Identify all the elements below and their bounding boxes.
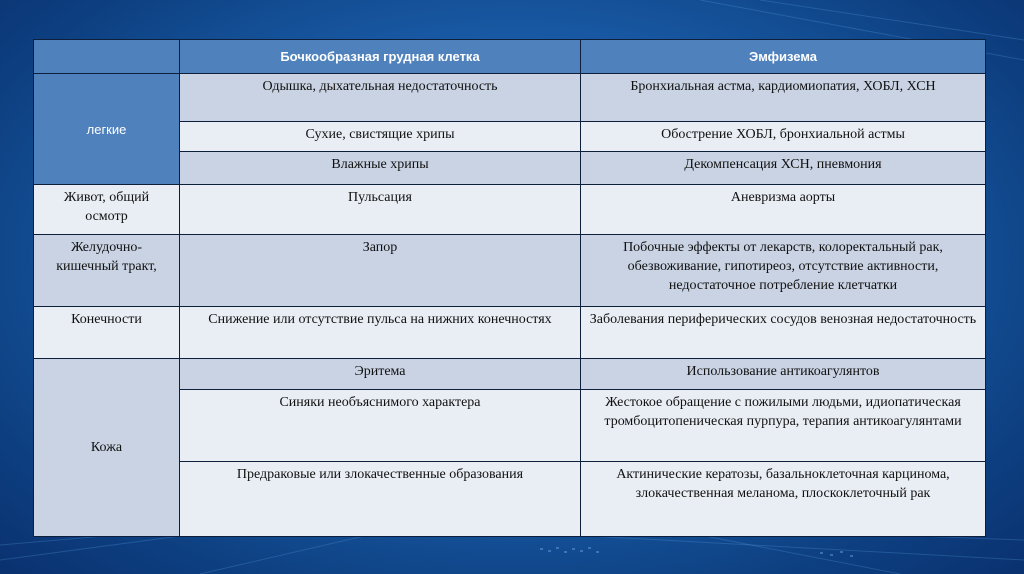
group-skin: Кожа [34,359,180,537]
finding-cell: Эритема [180,359,581,390]
table-row [34,185,986,235]
finding-cell: Одышка, дыхательная недостаточность [180,74,581,122]
finding-cell: Снижение или отсутствие пульса на нижних конечностях [180,307,581,359]
cause-cell: Обострение ХОБЛ, бронхиальной астмы [581,122,986,152]
cause-cell: Аневризма аорты [581,185,986,235]
header-corner-cell [34,40,180,74]
findings-table [33,39,986,537]
cause-cell: Побочные эффекты от лекарств, колоректальный рак, обезвоживание, гипотиреоз, отсутствие активности, недостаточное потребление клетчатки [581,235,986,307]
table-header-row [34,40,986,74]
finding-cell: Синяки необъяснимого характера [180,390,581,462]
table-row [34,359,986,390]
group-lungs: легкие [34,74,180,185]
table-row [34,235,986,307]
finding-cell: Влажные хрипы [180,152,581,185]
cause-cell: Декомпенсация ХСН, пневмония [581,152,986,185]
cause-cell: Бронхиальная астма, кардиомиопатия, ХОБЛ, ХСН [581,74,986,122]
table-row [34,74,986,122]
cause-cell: Жестокое обращение с пожилыми людьми, идиопатическая тромбоцитопеническая пурпура, терапия антикоагулянтами [581,390,986,462]
header-emphysema: Эмфизема [581,40,986,74]
finding-cell: Сухие, свистящие хрипы [180,122,581,152]
finding-cell: Запор [180,235,581,307]
header-barrel-chest: Бочкообразная грудная клетка [180,40,581,74]
group-gi: Желудочно-кишечный тракт, [34,235,180,307]
cause-cell: Заболевания периферических сосудов венозная недостаточность [581,307,986,359]
finding-cell: Пульсация [180,185,581,235]
cause-cell: Актинические кератозы, базальноклеточная карцинома, злокачественная меланома, плоскоклеточный рак [581,462,986,537]
group-limbs: Конечности [34,307,180,359]
table-row [34,307,986,359]
cause-cell: Использование антикоагулянтов [581,359,986,390]
finding-cell: Предраковые или злокачественные образования [180,462,581,537]
group-abdomen: Живот, общий осмотр [34,185,180,235]
